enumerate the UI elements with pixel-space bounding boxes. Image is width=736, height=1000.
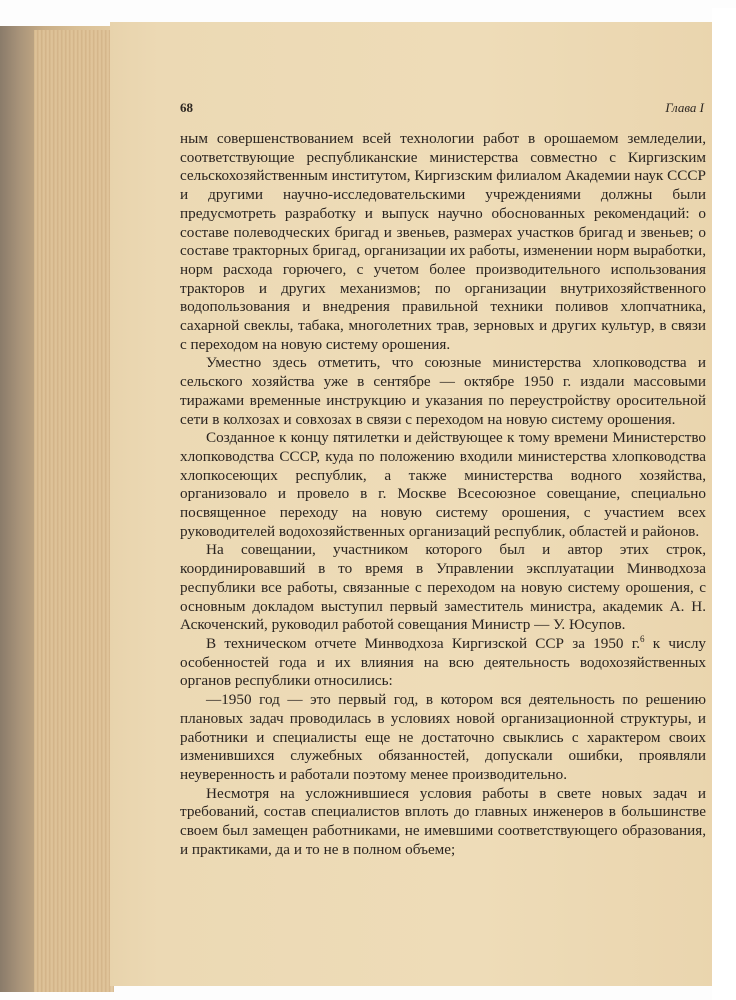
page-number: 68 bbox=[180, 100, 193, 115]
paragraph: Созданное к концу пятилетки и действующее к тому времени Министерство хлопководства СССР, куда по положению входили министерства хлопководства хлопкосеющих республик, а также министерства водного хозяйства, организовало и провело в г. Москве Всесоюзное совещание, специально посвященное переходу на новую систему орошения, с участием всех руководителей водохозяйственных организаций республик, областей и районов. bbox=[180, 429, 706, 540]
paragraph: Несмотря на усложнившиеся условия работы в свете новых задач и требований, состав специалистов вплоть до главных инженеров в большинстве своем был замещен работниками, не имевшими соответствующего образования, и практиками, да и то не в полном объеме; bbox=[180, 784, 706, 858]
paragraph-text: В техническом отчете Минводхоза Киргизской ССР за 1950 г. bbox=[206, 634, 641, 652]
running-head bbox=[180, 100, 704, 118]
paragraph: ным совершенствованием всей технологии работ в орошаемом земледелии, соответствующие республиканские министерства совместно с Киргизским сельскохозяйственным институтом, Киргизским филиалом Академии наук СССР и другими научно-исследовательскими учреждениями должны были предусмотреть разработку и выпуск научно обоснованных рекомендаций: о составе полеводческих бригад и звеньев, размерах участков бригад и звеньев; о составе тракторных бригад, организации их работы, изменении норм выработки, норм расхода горючего, с учетом более производительного использования тракторов и других механизмов; по организации внутрихозяйственного водопользования и внедрения правильной техники поливов хлопчатника, сахарной свеклы, табака, многолетних трав, зерновых и других культур, в связи с переходом на новую систему орошения. bbox=[180, 130, 706, 353]
scan-margin bbox=[712, 8, 736, 1000]
paragraph: —1950 год — это первый год, в котором вся деятельность по решению плановых задач проводилась в условиях новой организационной структуры, и работники и специалисты еще не достаточно свыклись с характером своих изменившихся служебных обязанностей, допускали ошибки, проявляли неуверенность и работали поэтому менее производительно. bbox=[180, 691, 706, 783]
paragraph: Уместно здесь отметить, что союзные министерства хлопководства и сельского хозяйства уже в сентябре — октябре 1950 г. издали массовыми тиражами временные инструкцию и указания по переустройству оросительной сети в колхозах и совхозах в связи с переходом на новую систему орошения. bbox=[180, 354, 706, 428]
footnote-ref: 6 bbox=[640, 633, 645, 644]
body-text bbox=[180, 130, 706, 859]
paragraph-text: к числу особенностей года и их влияния на всю деятельность водохозяйственных органов республики относились: bbox=[180, 634, 707, 690]
page-stack-edge bbox=[34, 30, 114, 992]
paragraph bbox=[180, 635, 706, 691]
chapter-title: Глава I bbox=[665, 100, 704, 115]
paragraph: На совещании, участником которого был и автор этих строк, координировавший в то время в Управлении эксплуатации Минводхоза республики все работы, связанные с переходом на новую систему орошения, с основным докладом выступил первый заместитель министра, академик А. Н. Аскоченский, руководил работой совещания Министр — У. Юсупов. bbox=[180, 541, 706, 634]
